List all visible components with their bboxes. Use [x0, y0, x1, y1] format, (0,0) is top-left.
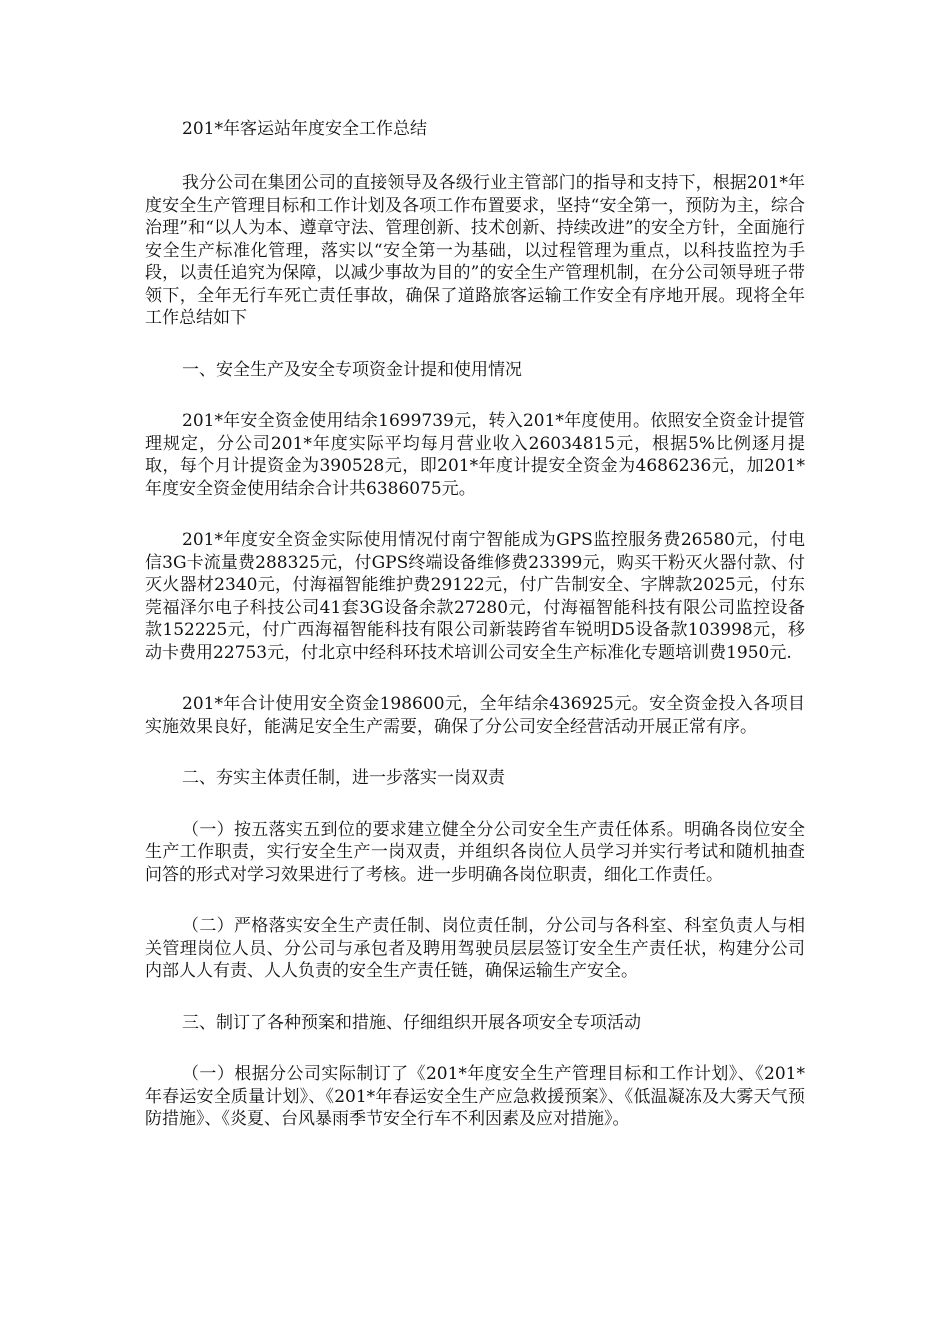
responsibility-paragraph-2: （二）严格落实安全生产责任制、岗位责任制，分公司与各科室、科室负责人与相关管理岗位人员、分公司与承包者及聘用驾驶员层层签订安全生产责任状，构建分公司内部人人有责、人人负责的安全生产责任链，确保运输生产安全。 [145, 916, 805, 981]
section-heading-1: 一、安全生产及安全专项资金计提和使用情况 [182, 359, 522, 380]
funds-total-paragraph: 201*年合计使用安全资金198600元，全年结余436925元。安全资金投入各项目实施效果良好，能满足安全生产需要，确保了分公司安全经营活动开展正常有序。 [145, 694, 805, 737]
plans-paragraph-1: （一）根据分公司实际制订了《201*年度安全生产管理目标和工作计划》、《201*年春运安全质量计划》、《201*年春运安全生产应急救援预案》、《低温凝冻及大雾天气预防措施》、《炎夏、台风暴雨季节安全行车不利因素及应对措施》。 [145, 1064, 805, 1129]
funds-usage-paragraph: 201*年度安全资金实际使用情况付南宁智能成为GPS监控服务费26580元，付电信3G卡流量费288325元，付GPS终端设备维修费23399元，购买干粉灭火器付款、付灭火器材2340元，付海福智能维护费29122元，付广告制安全、字牌款2025元，付东莞福泽尔电子科技公司41套3G设备余款27280元，付海福智能科技有限公司监控设备款152225元，付广西海福智能科技有限公司新装跨省车锐明D5设备款103998元，移动卡费用22753元，付北京中经科环技术培训公司安全生产标准化专题培训费1950元. [145, 530, 805, 663]
funds-summary-paragraph: 201*年安全资金使用结余1699739元，转入201*年度使用。依照安全资金计提管理规定，分公司201*年度实际平均每月营业收入26034815元，根据5%比例逐月提取，每个月计提资金为390528元，即201*年度计提安全资金为4686236元，加201*年度安全资金使用结余合计共6386075元。 [145, 411, 805, 499]
document-body [145, 118, 805, 1160]
section-heading-3: 三、制订了各种预案和措施、仔细组织开展各项安全专项活动 [182, 1012, 641, 1033]
responsibility-paragraph-1: （一）按五落实五到位的要求建立健全分公司安全生产责任体系。明确各岗位安全生产工作职责，实行安全生产一岗双责，并组织各岗位人员学习并实行考试和随机抽查问答的形式对学习效果进行了考核。进一步明确各岗位职责，细化工作责任。 [145, 819, 805, 885]
intro-paragraph: 我分公司在集团公司的直接领导及各级行业主管部门的指导和支持下，根据201*年度安全生产管理目标和工作计划及各项工作布置要求，坚持“安全第一，预防为主，综合治理”和“以人为本、遵章守法、管理创新、技术创新、持续改进”的安全方针，全面施行安全生产标准化管理，落实以“安全第一为基础，以过程管理为重点，以科技监控为手段，以责任追究为保障，以减少事故为目的”的安全生产管理机制，在分公司领导班子带领下，全年无行车死亡责任事故，确保了道路旅客运输工作安全有序地开展。现将全年工作总结如下 [145, 173, 805, 328]
document-title: 201*年客运站年度安全工作总结 [182, 119, 427, 139]
section-heading-2: 二、夯实主体责任制，进一步落实一岗双责 [182, 768, 505, 788]
